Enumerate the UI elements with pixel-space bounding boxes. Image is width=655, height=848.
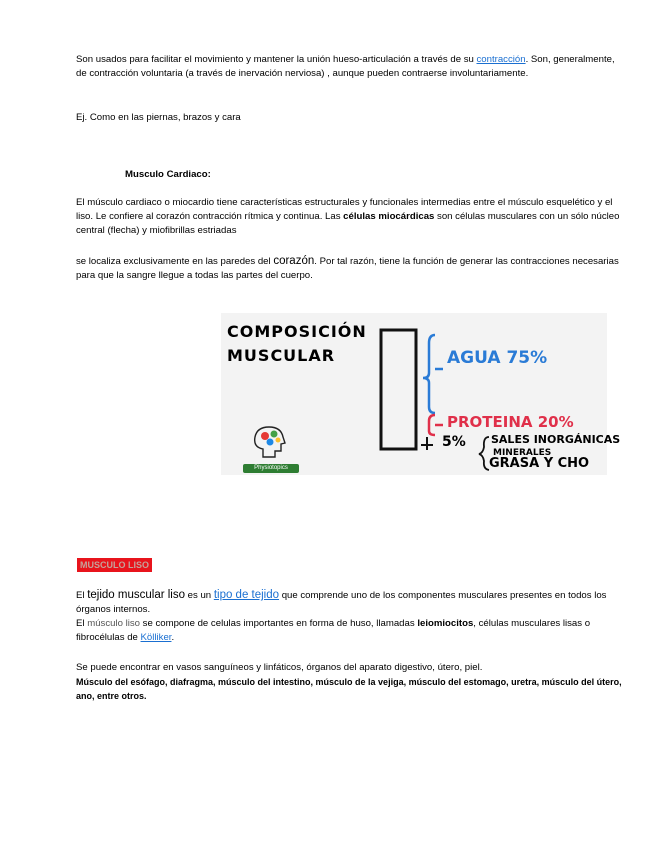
paragraph-cardiac: El músculo cardiaco o miocardio tiene características estructurales y funcionales intermedias entre el músculo esquelético y el liso. Le confiere al corazón contracción rítmica y continua. Las células miocárdicas son células musculares con un sólo núcleo central (flecha) y miofibrillas estriadas xyxy=(76,197,620,236)
example-text: Ej. Como en las piernas, brazos y cara xyxy=(76,112,241,123)
composition-column xyxy=(381,330,416,449)
link-kolliker[interactable]: Kölliker xyxy=(140,632,172,643)
five-pct-bracket xyxy=(421,437,433,450)
link-tipo-de-tejido[interactable]: tipo de tejido xyxy=(213,589,280,601)
figure-title-line2: MUSCULAR xyxy=(227,346,336,365)
salts-label: SALES INORGÁNICAS xyxy=(491,433,621,446)
paragraph-smooth-locations: Se puede encontrar en vasos sanguíneos y linfáticos, órganos del aparato digestivo, útero, piel. xyxy=(76,662,483,673)
paragraph-smooth-list: Músculo del esófago, diafragma, músculo del intestino, músculo de la vejiga, músculo del estomago, uretra, músculo del útero, ano, entre otros. xyxy=(76,677,622,701)
fat-label: GRASA Y CHO xyxy=(489,456,590,471)
protein-bracket xyxy=(429,415,435,435)
logo-text: Physiotopics xyxy=(243,464,299,473)
five-pct-label: 5% xyxy=(442,434,466,450)
figure-title-line1: COMPOSICIÓN xyxy=(227,322,367,341)
minerals-label: MINERALES xyxy=(493,448,552,458)
muscle-composition-figure xyxy=(221,313,621,475)
heading-cardiac: Musculo Cardiaco: xyxy=(125,169,211,180)
head-logo-icon xyxy=(243,425,299,459)
paragraph-skeletal-function: Son usados para facilitar el movimiento y mantener la unión hueso-articulación a través de su contracción. Son, generalmente, de contracción voluntaria (a través de inervación nerviosa) , aunque pueden contraerse involuntariamente. xyxy=(76,54,615,79)
heading-smooth-muscle: MUSCULO LISO xyxy=(77,558,152,573)
water-bracket xyxy=(423,335,435,413)
salts-brace xyxy=(479,437,489,470)
physiotopics-logo xyxy=(243,425,299,469)
paragraph-smooth-1: El tejido muscular liso es un tipo de tejido que comprende uno de los componentes musculares presentes en todos los órganos internos. xyxy=(76,589,607,615)
paragraph-smooth-2: El músculo liso se compone de celulas importantes en forma de huso, llamadas leiomiocitos, células musculares lisas o fibrocélulas de Kölliker. xyxy=(76,618,591,643)
water-label: AGUA 75% xyxy=(447,348,548,368)
protein-label: PROTEINA 20% xyxy=(447,413,574,431)
paragraph-cardiac-location: se localiza exclusivamente en las paredes del corazón. Por tal razón, tiene la función de generar las contracciones necesarias para que la sangre llegue a todas las partes del cuerpo. xyxy=(76,255,619,281)
link-contraccion[interactable]: contracción xyxy=(476,54,526,65)
